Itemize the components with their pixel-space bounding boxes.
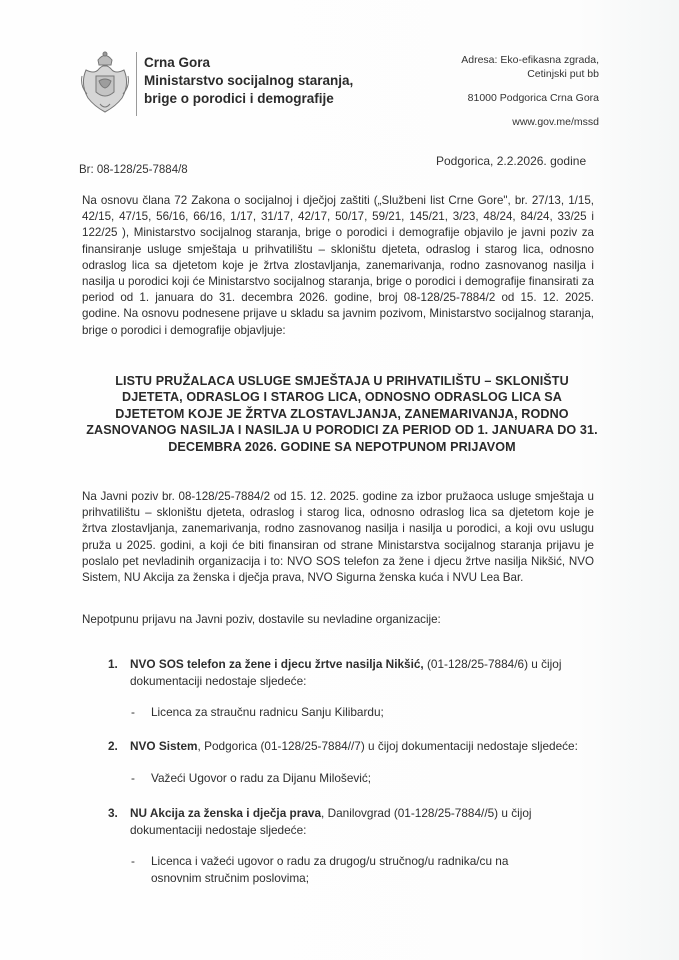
item-number: 1.: [108, 657, 118, 671]
ministry-name-line-1: Ministarstvo socijalnog staranja,: [144, 73, 354, 88]
bullet-dash: -: [131, 705, 135, 719]
address-line-2: Cetinjski put bb: [527, 68, 599, 80]
bullet-dash: -: [131, 854, 135, 868]
organization-name: NU Akcija za ženska i dječja prava: [130, 806, 322, 820]
item-details: , Podgorica (01-128/25-7884//7) u čijoj dokumentaciji nedostaje sljedeće:: [197, 739, 578, 753]
organization-name: NVO Sistem: [130, 739, 198, 753]
item-details: , Danilovgrad (01-128/25-7884//5) u čijoj dokumentaciji nedostaje sljedeće:: [130, 806, 532, 837]
list-item: [108, 738, 598, 755]
item-number: 2.: [108, 739, 118, 753]
missing-document: Licenca i važeći ugovor o radu za drugog/u stručnog/u radnika/cu na osnovnim stručnim poslovima;: [151, 854, 509, 885]
missing-document: Licenca za straučnu radnicu Sanju Kilibardu;: [151, 705, 384, 719]
postal-city: 81000 Podgorica Crna Gora: [467, 92, 599, 104]
coat-of-arms-icon: [78, 50, 132, 116]
address-line-1: Adresa: Eko-efikasna zgrada,: [461, 54, 599, 66]
letterhead-divider: [136, 52, 137, 116]
ministry-name-line-2: brige o porodici i demografije: [144, 91, 334, 106]
organization-name: NVO SOS telefon za žene i djecu žrtve nasilja Nikšić,: [130, 657, 424, 671]
country-name: Crna Gora: [144, 55, 211, 70]
item-number: 3.: [108, 806, 118, 820]
missing-item: [131, 770, 601, 787]
website-link[interactable]: www.gov.me/mssd: [512, 116, 599, 128]
list-item: [108, 805, 598, 839]
incomplete-intro: Nepotpunu prijavu na Javni poziv, dostavile su nevladine organizacije:: [82, 613, 441, 626]
ministry-name: [144, 54, 353, 108]
document-title: LISTU PRUŽALACA USLUGE SMJEŠTAJA U PRIHVATILIŠTU – SKLONIŠTU DJETETA, ODRASLOG I STAROG LICA, ODNOSNO ODRASLOG LICA SA DJETETOM KOJE JE ŽRTVA ZLOSTAVLJANJA, ZANEMARIVANJA, RODNO ZASNOVANOG NASILJA I NASILJA U PORODICI ZA PERIOD OD 1. JANUARA DO 31. DECEMBRA 2026. GODINE SA NEPOTPUNOM PRIJAVOM: [86, 374, 598, 454]
missing-item: [131, 704, 601, 721]
list-item: [108, 656, 598, 690]
ministry-address: [461, 53, 599, 129]
reference-number: Br: 08-128/25-7884/8: [79, 164, 188, 176]
bullet-dash: -: [131, 771, 135, 785]
place-and-date: Podgorica, 2.2.2026. godine: [436, 154, 587, 168]
item-details: (01-128/25-7884/6) u čijoj dokumentaciji nedostaje sljedeće:: [130, 657, 562, 688]
intro-paragraph: Na osnovu člana 72 Zakona o socijalnoj i dječjoj zaštiti („Službeni list Crne Gore", br. 27/13, 1/15, 42/15, 47/15, 56/16, 66/16, 1/17, 31/17, 42/17, 50/17, 59/21, 145/21, 3/23, 48/24, 84/24, 33/25 i 122/25 ), Ministarstvo socijalnog staranja, brige o porodici i demografije objavilo je javni poziv za finansiranje usluge smještaja u prihvatilištu – skloništu djeteta, odraslog i starog lica, odnosno odraslog lica sa djetetom koje je žrtva zlostavljanja, zanemarivanja, rodno zasnovanog nasilja i nasilja u porodici koji će Ministarstvo socijalnog staranja, brige o porodici i demografije finansirati za period od 1. januara do 31. decembra 2026. godine, broj 08-128/25-7884/2 od 15. 12. 2025. godine. Na osnovu podnesene prijave u skladu sa javnim pozivom, Ministarstvo socijalnog staranja, brige o porodici i demografije objavljuje:: [82, 194, 594, 337]
missing-item: [131, 853, 561, 887]
call-paragraph: Na Javni poziv br. 08-128/25-7884/2 od 15. 12. 2025. godine za izbor pružaoca usluge smještaja u prihvatilištu – skloništu djeteta, odraslog i starog lica, odnosno odraslog lica sa djetetom koje je žrtva zlostavljanja, zanemarivanja, rodno zasnovanog nasilja i nasilja u porodici, a koji ovu uslugu pruža u 2025. godini, a koji će biti finansiran od strane Ministarstva socijalnog staranja prijavu je poslalo pet nevladinih organizacija i to: NVO SOS telefon za žene i djecu žrtve nasilja Nikšić, NVO Sistem, NU Akcija za ženska i dječja prava, NVO Sigurna ženska kuća i NVU Lea Bar.: [82, 490, 594, 585]
missing-document: Važeći Ugovor o radu za Dijanu Milošević;: [151, 771, 372, 785]
